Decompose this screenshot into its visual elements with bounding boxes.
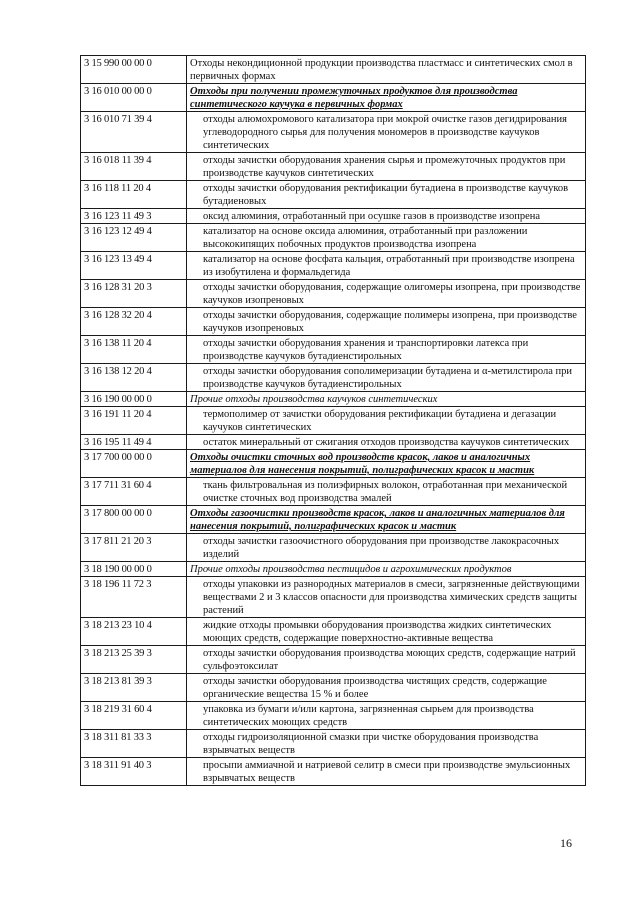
- waste-description-cell: [187, 280, 586, 308]
- waste-description-cell: [187, 224, 586, 252]
- table-row: [81, 280, 586, 308]
- table-row: [81, 506, 586, 534]
- waste-code-cell: 3 18 311 81 33 3: [81, 730, 187, 758]
- waste-description-text: катализатор на основе фосфата кальция, отработанный при производстве изопрена из изобутилена и формальдегида: [203, 254, 575, 278]
- waste-description-text: отходы упаковки из разнородных материалов в смеси, загрязненные действующими веществами 2 и 3 классов опасности для производства химических средств защиты растений: [203, 579, 580, 616]
- waste-description-text: оксид алюминия, отработанный при осушке газов в производстве изопрена: [203, 211, 541, 222]
- waste-description-cell: [187, 562, 586, 577]
- waste-description-text: Отходы очистки сточных вод производств красок, лаков и аналогичных материалов для нанесения покрытий, полиграфических красок и мастик: [190, 452, 535, 476]
- table-row: [81, 478, 586, 506]
- table-row: [81, 209, 586, 224]
- waste-description-cell: [187, 84, 586, 112]
- waste-description-text: отходы зачистки оборудования, содержащие полимеры изопрена, при производстве каучуков изопреновых: [203, 310, 577, 334]
- waste-code-cell: 3 17 711 31 60 4: [81, 478, 187, 506]
- waste-description-cell: [187, 435, 586, 450]
- table-row: [81, 252, 586, 280]
- waste-description-text: отходы зачистки оборудования ректификации бутадиена в производстве каучуков бутадиеновых: [203, 183, 569, 207]
- waste-description-cell: [187, 674, 586, 702]
- waste-description-cell: [187, 392, 586, 407]
- table-row: [81, 153, 586, 181]
- waste-description-text: катализатор на основе оксида алюминия, отработанный при разложении высококипящих побочных продуктов производства изопрена: [203, 226, 528, 250]
- waste-description-cell: [187, 252, 586, 280]
- table-row: [81, 224, 586, 252]
- waste-description-cell: [187, 702, 586, 730]
- table-row: [81, 181, 586, 209]
- waste-code-cell: 3 17 700 00 00 0: [81, 450, 187, 478]
- waste-description-text: отходы зачистки оборудования хранения и транспортировки латекса при производстве каучуков бутадиенстирольных: [203, 338, 529, 362]
- waste-code-cell: 3 16 138 11 20 4: [81, 336, 187, 364]
- waste-code-cell: 3 18 311 91 40 3: [81, 758, 187, 786]
- waste-description-cell: [187, 577, 586, 618]
- waste-description-text: Отходы при получении промежуточных продуктов для производства синтетического каучука в первичных формах: [190, 86, 518, 110]
- table-row: [81, 702, 586, 730]
- waste-code-cell: 3 18 213 81 39 3: [81, 674, 187, 702]
- table-row: [81, 730, 586, 758]
- waste-description-text: отходы зачистки оборудования сополимеризации бутадиена и α-метилстирола при производстве каучуков бутадиенстирольных: [203, 366, 573, 390]
- waste-description-cell: [187, 56, 586, 84]
- waste-code-cell: 3 16 128 32 20 4: [81, 308, 187, 336]
- table-row: [81, 562, 586, 577]
- waste-code-cell: 3 16 123 13 49 4: [81, 252, 187, 280]
- waste-description-text: жидкие отходы промывки оборудования производства жидких синтетических моющих средств, содержащие поверхностно-активные вещества: [203, 620, 552, 644]
- table-row: [81, 112, 586, 153]
- waste-code-cell: 3 16 195 11 49 4: [81, 435, 187, 450]
- waste-description-text: отходы алюмохромового катализатора при мокрой очистке газов дегидрирования углеводородного сырья для получения мономеров в производстве каучуков синтетических: [203, 114, 567, 151]
- waste-description-text: отходы зачистки оборудования, содержащие олигомеры изопрена, при производстве каучуков изопреновых: [203, 282, 581, 306]
- table-row: [81, 534, 586, 562]
- waste-code-cell: 3 16 010 71 39 4: [81, 112, 187, 153]
- waste-code-cell: 3 16 010 00 00 0: [81, 84, 187, 112]
- table-row: [81, 364, 586, 392]
- waste-description-cell: [187, 153, 586, 181]
- waste-code-cell: 3 17 800 00 00 0: [81, 506, 187, 534]
- waste-description-cell: [187, 407, 586, 435]
- waste-description-text: термополимер от зачистки оборудования ректификации бутадиена и дегазации каучуков синтетических: [203, 409, 557, 433]
- waste-description-text: отходы зачистки газоочистного оборудования при производстве лакокрасочных изделий: [203, 536, 560, 560]
- waste-description-text: Отходы газоочистки производств красок, лаков и аналогичных материалов для нанесения покрытий, полиграфических красок и мастик: [190, 508, 565, 532]
- waste-description-text: Прочие отходы производства пестицидов и агрохимических продуктов: [190, 564, 512, 575]
- waste-code-cell: 3 18 213 23 10 4: [81, 618, 187, 646]
- waste-description-text: отходы зачистки оборудования производства моющих средств, содержащие натрий сульфоэтоксилат: [203, 648, 576, 672]
- waste-description-cell: [187, 506, 586, 534]
- table-row: [81, 84, 586, 112]
- table-row: [81, 435, 586, 450]
- table-row: [81, 407, 586, 435]
- waste-description-cell: [187, 730, 586, 758]
- waste-code-cell: 3 18 190 00 00 0: [81, 562, 187, 577]
- waste-code-cell: 3 16 128 31 20 3: [81, 280, 187, 308]
- table-row: [81, 56, 586, 84]
- table-row: [81, 308, 586, 336]
- table-row: [81, 577, 586, 618]
- waste-description-cell: [187, 181, 586, 209]
- waste-code-cell: 3 18 213 25 39 3: [81, 646, 187, 674]
- table-row: [81, 450, 586, 478]
- waste-description-cell: [187, 758, 586, 786]
- waste-description-cell: [187, 618, 586, 646]
- waste-description-cell: [187, 308, 586, 336]
- waste-description-cell: [187, 336, 586, 364]
- waste-code-cell: 3 16 138 12 20 4: [81, 364, 187, 392]
- waste-description-text: Отходы некондиционной продукции производства пластмасс и синтетических смол в первичных формах: [190, 58, 573, 82]
- waste-description-text: ткань фильтровальная из полиэфирных волокон, отработанная при механической очистке сточных вод производства эмалей: [203, 480, 568, 504]
- waste-description-cell: [187, 112, 586, 153]
- waste-code-cell: 3 17 811 21 20 3: [81, 534, 187, 562]
- waste-code-cell: 3 16 018 11 39 4: [81, 153, 187, 181]
- waste-description-cell: [187, 364, 586, 392]
- waste-code-cell: 3 15 990 00 00 0: [81, 56, 187, 84]
- waste-description-cell: [187, 646, 586, 674]
- waste-code-cell: 3 18 196 11 72 3: [81, 577, 187, 618]
- waste-description-text: отходы зачистки оборудования хранения сырья и промежуточных продуктов при производстве каучуков синтетических: [203, 155, 566, 179]
- waste-description-text: остаток минеральный от сжигания отходов производства каучуков синтетических: [203, 437, 570, 448]
- waste-description-text: отходы зачистки оборудования производства чистящих средств, содержащие органические вещества 15 % и более: [203, 676, 547, 700]
- waste-description-text: Прочие отходы производства каучуков синтетических: [190, 394, 438, 405]
- table-row: [81, 646, 586, 674]
- waste-code-cell: 3 18 219 31 60 4: [81, 702, 187, 730]
- waste-code-cell: 3 16 190 00 00 0: [81, 392, 187, 407]
- waste-code-cell: 3 16 118 11 20 4: [81, 181, 187, 209]
- waste-description-cell: [187, 534, 586, 562]
- waste-code-cell: 3 16 123 11 49 3: [81, 209, 187, 224]
- waste-code-cell: 3 16 123 12 49 4: [81, 224, 187, 252]
- table-row: [81, 392, 586, 407]
- table-row: [81, 336, 586, 364]
- waste-description-text: упаковка из бумаги и/или картона, загрязненная сырьем для производства синтетических моющих средств: [203, 704, 534, 728]
- table-row: [81, 758, 586, 786]
- waste-description-text: отходы гидроизоляционной смазки при чистке оборудования производства взрывчатых веществ: [203, 732, 539, 756]
- waste-description-cell: [187, 450, 586, 478]
- waste-description-cell: [187, 209, 586, 224]
- waste-classifier-table: [80, 55, 586, 786]
- page-number: 16: [560, 836, 572, 850]
- table-row: [81, 674, 586, 702]
- waste-code-cell: 3 16 191 11 20 4: [81, 407, 187, 435]
- table-row: [81, 618, 586, 646]
- waste-description-cell: [187, 478, 586, 506]
- waste-description-text: просыпи аммиачной и натриевой селитр в смеси при производстве эмульсионных взрывчатых веществ: [203, 760, 571, 784]
